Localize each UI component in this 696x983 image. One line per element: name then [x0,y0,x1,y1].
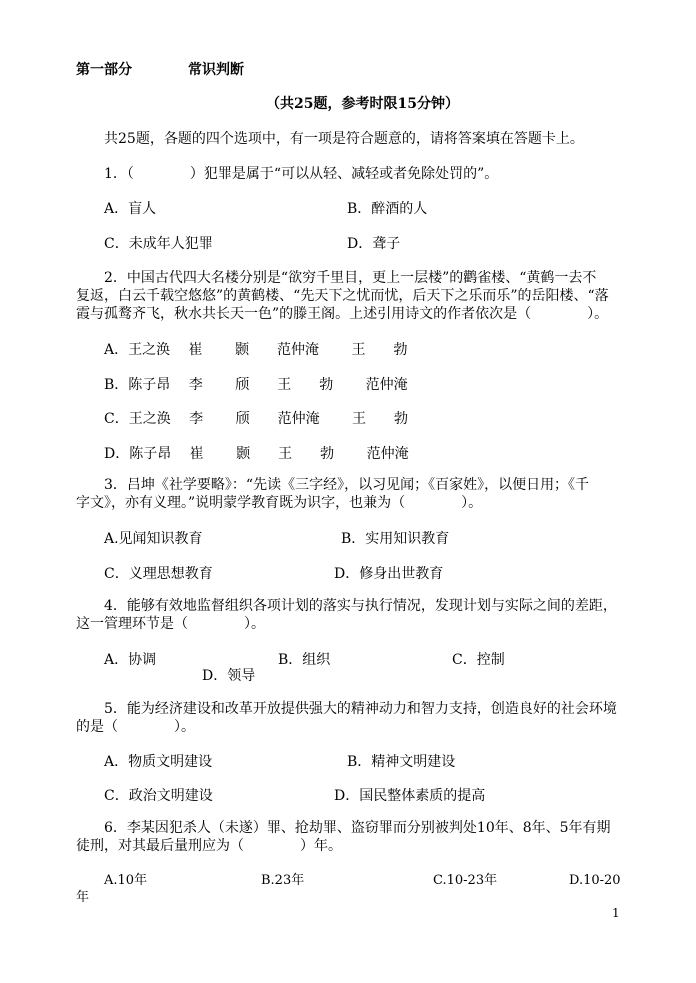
question-3-stem-line-2: 字文》，亦有义理。”说明蒙学教育既为识字，也兼为（ ）。 [76,495,483,511]
question-5-stem-line-1: 5．能为经济建设和改革开放提供强大的精神动力和智力支持，创造良好的社会环境 [104,701,617,717]
question-2-option-a: A．王之涣 崔 颢 范仲淹 王 勃 [104,342,408,358]
question-6-stem-line-2: 徒刑，对其最后量刑应为（ ）年。 [76,838,342,854]
question-4-option-b: B．组织 [278,652,331,668]
question-3-option-b: B．实用知识教育 [341,531,450,547]
question-6-option-d-continuation: 年 [76,890,90,905]
section-subtitle: （共25题，参考时限15分钟） [266,96,459,112]
question-5-option-a: A．物质文明建设 [104,754,213,770]
question-1-stem: 1．（ ）犯罪是属于“可以从轻、减轻或者免除处罚的”。 [104,166,499,182]
question-1-option-c: C．未成年人犯罪 [104,236,213,252]
question-6-option-a: A.10年 [104,873,148,888]
page-number: 1 [612,906,620,920]
question-6-option-c: C.10-23年 [433,873,498,888]
question-2-stem-line-2: 复返，白云千载空悠悠”的黄鹤楼、“先天下之忧而忧，后天下之乐而乐”的岳阳楼、“落 [76,288,609,304]
question-5-option-d: D．国民整体素质的提高 [334,788,486,804]
question-5-stem-line-2: 的是（ ）。 [76,719,195,735]
question-6-stem-line-1: 6．李某因犯杀人（未遂）罪、抢劫罪、盗窃罪而分别被判处10年、8年、5年有期 [104,820,611,836]
question-6-option-b: B.23年 [261,873,305,888]
question-2-option-d: D．陈子昂 崔 颢 王 勃 范仲淹 [104,446,409,462]
question-3-option-a: A.见闻知识教育 [104,531,203,547]
question-2-option-c: C．王之涣 李 颀 范仲淹 王 勃 [104,411,409,427]
question-2-stem-line-3: 霞与孤鹜齐飞，秋水共长天一色”的滕王阁。上述引用诗文的作者依次是（ ）。 [76,306,609,322]
question-1-option-b: B．醉酒的人 [347,201,428,217]
question-1-option-d: D．聋子 [347,236,401,252]
instructions: 共25题，各题的四个选项中，有一项是符合题意的，请将答案填在答题卡上。 [104,131,584,147]
question-4-option-d: D．领导 [202,668,256,684]
question-2-stem-line-1: 2．中国古代四大名楼分别是“欲穷千里目，更上一层楼”的鹳雀楼、“黄鹤一去不 [104,270,597,286]
section-title: 常识判断 [188,62,244,78]
question-4-option-a: A．协调 [104,652,157,668]
question-2-option-b: B．陈子昂 李 颀 王 勃 范仲淹 [104,377,408,393]
question-3-option-c: C．义理思想教育 [104,566,213,582]
question-4-option-c: C．控制 [452,652,505,668]
question-3-stem-line-1: 3．吕坤《社学要略》：“先读《三字经》，以习见闻；《百家姓》，以便日用；《千 [104,477,590,493]
question-5-option-c: C．政治文明建设 [104,788,213,804]
question-6-option-d: D.10-20 [569,873,621,888]
question-4-stem-line-2: 这一管理环节是（ ）。 [76,616,265,632]
question-3-option-d: D．修身出世教育 [334,566,444,582]
question-4-stem-line-1: 4．能够有效地监督组织各项计划的落实与执行情况，发现计划与实际之间的差距， [104,598,617,614]
section-label: 第一部分 [76,62,132,78]
question-1-option-a: A．盲人 [104,201,157,217]
question-5-option-b: B．精神文明建设 [347,754,456,770]
